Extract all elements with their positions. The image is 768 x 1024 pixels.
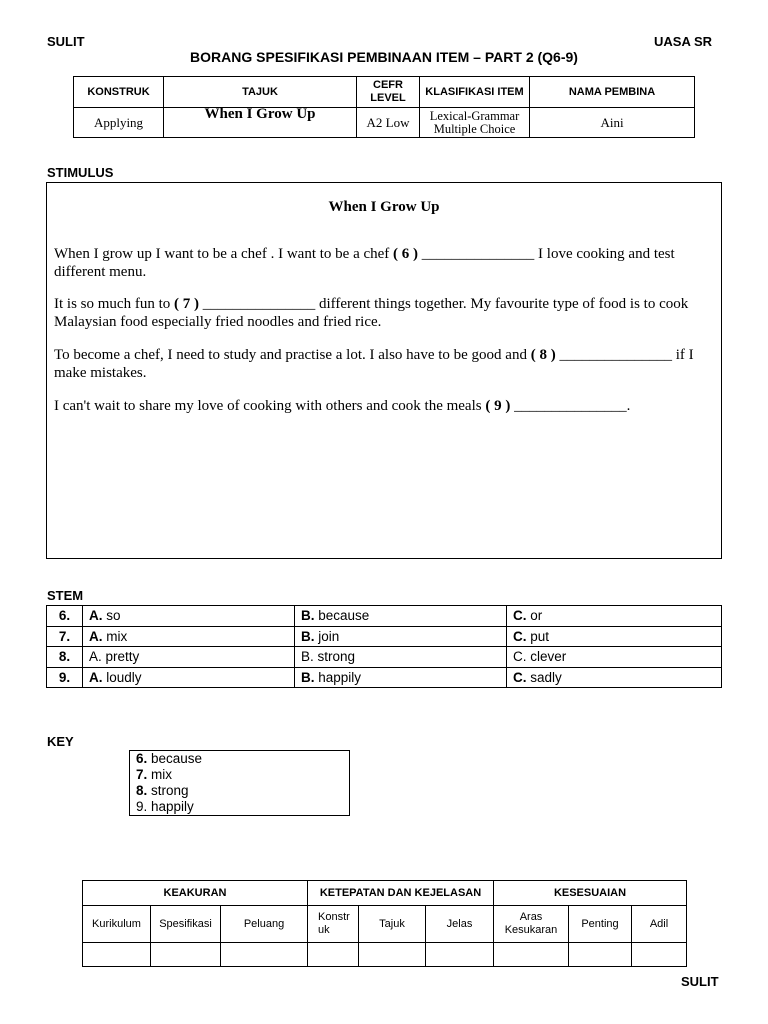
evaluation-cell[interactable] <box>426 943 494 967</box>
option-text: sadly <box>526 669 562 685</box>
option-letter: B. <box>301 608 315 624</box>
option-text: loudly <box>102 669 142 685</box>
option-c <box>507 667 722 688</box>
key-answer: because <box>147 751 203 766</box>
paragraph-text: _______________. <box>510 398 631 414</box>
option-letter: C. <box>513 608 527 624</box>
evaluation-cell[interactable] <box>151 943 221 967</box>
evaluation-cell[interactable] <box>308 943 359 967</box>
question-number: 6. <box>47 606 83 627</box>
key-item <box>136 751 202 767</box>
option-text: pretty <box>101 649 140 665</box>
question-number: 7. <box>47 626 83 647</box>
criterion-konstruk-line-2: uk <box>318 924 330 936</box>
spec-pembina-value: Aini <box>530 108 695 138</box>
stimulus-paragraph-1 <box>54 245 719 281</box>
document-title: BORANG SPESIFIKASI PEMBINAAN ITEM – PART 2 (Q6-9) <box>190 49 578 65</box>
question-number: 8. <box>47 647 83 668</box>
footer-classification: SULIT <box>681 974 719 989</box>
specification-table <box>73 76 695 138</box>
evaluation-cell[interactable] <box>494 943 569 967</box>
key-number: 8. <box>136 783 148 798</box>
criterion-jelas: Jelas <box>426 906 494 943</box>
option-letter: A. <box>89 628 103 644</box>
option-a <box>83 647 295 668</box>
spec-konstruk-value: Applying <box>74 108 164 138</box>
spec-header-tajuk: TAJUK <box>164 77 357 108</box>
option-c <box>507 626 722 647</box>
spec-header-pembina: NAMA PEMBINA <box>530 77 695 108</box>
criterion-kurikulum: Kurikulum <box>83 906 151 943</box>
option-text: put <box>526 628 550 644</box>
evaluation-group-row <box>83 881 687 906</box>
key-answer: strong <box>147 783 189 798</box>
group-keakuran: KEAKURAN <box>83 881 308 906</box>
option-text: join <box>314 628 340 644</box>
option-letter: B. <box>301 669 315 685</box>
stimulus-box <box>46 182 722 559</box>
option-letter: C. <box>513 628 527 644</box>
option-text: because <box>314 608 370 624</box>
criterion-aras-kesukaran <box>494 906 569 943</box>
option-letter: B. <box>301 649 314 665</box>
criterion-penting: Penting <box>569 906 632 943</box>
stimulus-title: When I Grow Up <box>328 199 440 215</box>
evaluation-cell[interactable] <box>83 943 151 967</box>
criterion-aras-line-1: Aras <box>519 911 543 923</box>
option-letter: C. <box>513 649 527 665</box>
question-number: 9. <box>47 667 83 688</box>
option-b <box>295 667 507 688</box>
paragraph-text: To become a chef, I need to study and practise a lot. I also have to be good and <box>54 347 531 363</box>
spec-klasifikasi-line-1: Lexical-Grammar <box>429 108 520 123</box>
spec-value-row <box>74 108 695 138</box>
key-item <box>136 767 172 783</box>
option-text: so <box>102 608 121 624</box>
criterion-adil: Adil <box>632 906 687 943</box>
stem-row <box>47 606 722 627</box>
option-letter: B. <box>301 628 315 644</box>
option-c <box>507 606 722 627</box>
key-item <box>136 799 194 815</box>
header-classification-left: SULIT <box>47 34 85 49</box>
stem-row <box>47 667 722 688</box>
group-kesesuaian: KESESUAIAN <box>494 881 687 906</box>
option-text: clever <box>526 649 567 665</box>
criterion-konstruk <box>308 906 359 943</box>
stimulus-paragraph-4 <box>54 397 719 415</box>
criterion-aras-line-2: Kesukaran <box>504 924 558 936</box>
paragraph-text: _______________ I love cooking and test different menu. <box>54 246 675 280</box>
criterion-spesifikasi: Spesifikasi <box>151 906 221 943</box>
spec-tajuk-value: When I Grow Up <box>164 108 357 138</box>
option-letter: A. <box>89 649 102 665</box>
answer-key-box <box>129 750 350 816</box>
stem-label: STEM <box>47 588 84 603</box>
evaluation-cell[interactable] <box>569 943 632 967</box>
paragraph-text: _______________ if I make mistakes. <box>54 347 694 381</box>
stem-row <box>47 647 722 668</box>
paragraph-text: When I grow up I want to be a chef . I want to be a chef <box>54 246 394 262</box>
option-a <box>83 626 295 647</box>
option-text: strong <box>313 649 356 665</box>
paragraph-text: I can't wait to share my love of cooking with others and cook the meals <box>54 398 486 414</box>
stem-row <box>47 626 722 647</box>
evaluation-table <box>82 880 687 967</box>
key-answer: mix <box>147 767 173 782</box>
criterion-peluang: Peluang <box>221 906 308 943</box>
stimulus-paragraph-3 <box>54 346 719 382</box>
key-number: 6. <box>136 751 148 766</box>
spec-cefr-value: A2 Low <box>357 108 420 138</box>
spec-header-row <box>74 77 695 108</box>
stem-table <box>46 605 722 688</box>
option-text: happily <box>314 669 362 685</box>
key-number: 9. <box>136 799 148 814</box>
spec-klasifikasi-value <box>420 108 530 138</box>
spec-header-cefr: CEFR LEVEL <box>357 77 420 108</box>
option-a <box>83 606 295 627</box>
option-b <box>295 626 507 647</box>
option-c <box>507 647 722 668</box>
criterion-konstruk-line-1: Konstr <box>318 911 350 923</box>
evaluation-criteria-row <box>83 906 687 943</box>
blank-marker-8: ( 8 ) <box>530 347 556 363</box>
header-exam-code: UASA SR <box>654 34 713 49</box>
stimulus-paragraph-2 <box>54 295 719 331</box>
criterion-tajuk: Tajuk <box>359 906 426 943</box>
option-text: or <box>526 608 543 624</box>
key-label: KEY <box>47 734 74 749</box>
key-answer: happily <box>147 799 194 814</box>
key-item <box>136 783 189 799</box>
spec-klasifikasi-line-2: Multiple Choice <box>433 121 516 136</box>
paragraph-text: It is so much fun to <box>54 296 174 312</box>
blank-marker-9: ( 9 ) <box>485 398 511 414</box>
option-letter: C. <box>513 669 527 685</box>
evaluation-input-row <box>83 943 687 967</box>
key-number: 7. <box>136 767 148 782</box>
option-letter: A. <box>89 608 103 624</box>
blank-marker-6: ( 6 ) <box>393 246 419 262</box>
paragraph-text: _______________ different things together. My favourite type of food is to cook Malaysian food especially fried noodles and fried rice. <box>54 296 689 330</box>
spec-header-klasifikasi: KLASIFIKASI ITEM <box>420 77 530 108</box>
option-b <box>295 647 507 668</box>
option-text: mix <box>102 628 128 644</box>
option-letter: A. <box>89 669 103 685</box>
evaluation-cell[interactable] <box>632 943 687 967</box>
evaluation-cell[interactable] <box>221 943 308 967</box>
evaluation-cell[interactable] <box>359 943 426 967</box>
blank-marker-7: ( 7 ) <box>174 296 199 312</box>
group-ketepatan-kejelasan: KETEPATAN DAN KEJELASAN <box>308 881 494 906</box>
option-a <box>83 667 295 688</box>
spec-header-konstruk: KONSTRUK <box>74 77 164 108</box>
option-b <box>295 606 507 627</box>
stimulus-label: STIMULUS <box>47 165 114 180</box>
